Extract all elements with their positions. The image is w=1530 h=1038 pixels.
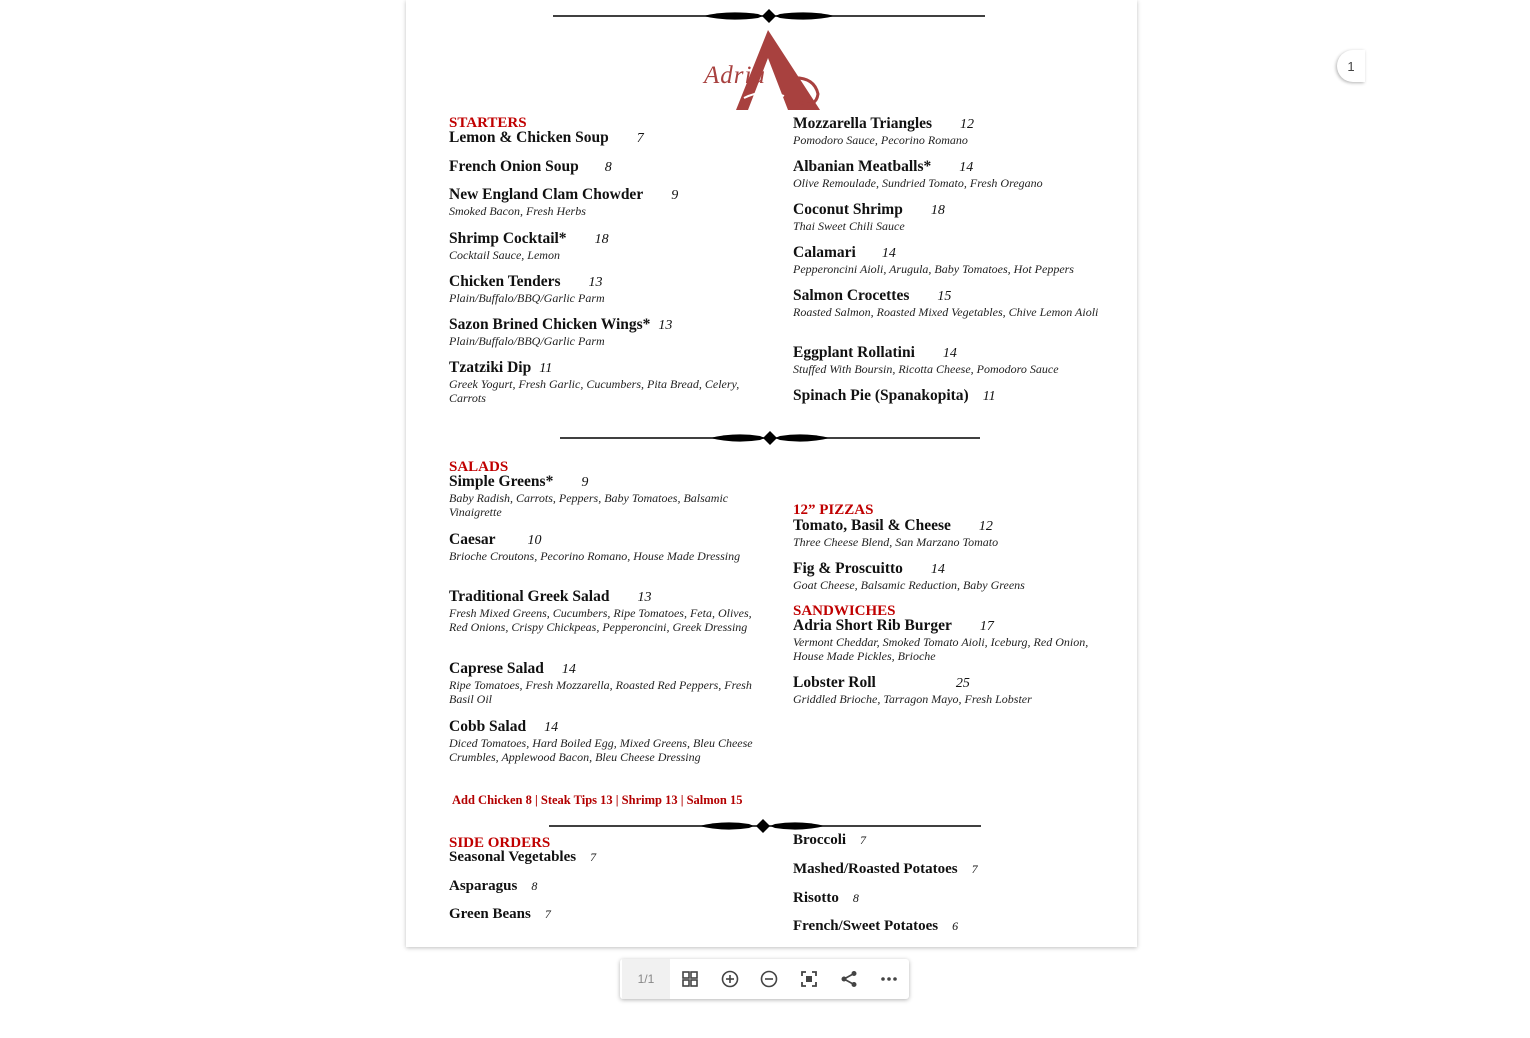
menu-item-name: Fig & Proscuitto (793, 560, 903, 577)
menu-item-price: 14 (881, 246, 896, 261)
side-order-item (449, 906, 551, 923)
menu-item (793, 617, 1103, 663)
menu-page (406, 0, 1137, 947)
menu-item-name: French Onion Soup (449, 158, 579, 175)
menu-item-price: 14 (942, 346, 957, 361)
page-number-badge (1337, 50, 1365, 82)
side-order-price: 7 (544, 907, 551, 921)
bottom-ornament-divider (549, 818, 981, 834)
side-order-item (793, 832, 866, 849)
menu-item-description: Plain/Buffalo/BBQ/Garlic Parm (449, 291, 605, 305)
menu-item-name: Spinach Pie (Spanakopita) (793, 387, 969, 404)
menu-item-name: Adria Short Rib Burger (793, 617, 952, 634)
menu-item-name: Coconut Shrimp (793, 201, 903, 218)
menu-item-price: 7 (636, 131, 644, 146)
menu-item-price: 12 (978, 519, 993, 534)
menu-item-description: Plain/Buffalo/BBQ/Garlic Parm (449, 334, 605, 348)
menu-item-name: New England Clam Chowder (449, 186, 644, 203)
fullscreen-icon[interactable] (789, 959, 829, 999)
menu-item (793, 344, 1103, 376)
side-order-item (793, 890, 859, 907)
menu-item (449, 186, 759, 218)
menu-item (449, 660, 759, 706)
side-order-name: Green Beans (449, 906, 531, 922)
menu-item-description: Pepperoncini Aioli, Arugula, Baby Tomatoes, Hot Peppers (793, 262, 1074, 276)
menu-item (449, 718, 759, 764)
top-ornament-divider (553, 8, 985, 24)
menu-item-price: 9 (581, 475, 589, 490)
menu-item-price: 9 (671, 188, 679, 203)
page-counter (622, 959, 670, 999)
logo-text: Adria (704, 62, 766, 89)
menu-item-price: 8 (604, 160, 612, 175)
menu-item (449, 273, 759, 305)
side-order-price: 6 (952, 919, 959, 933)
side-order-price: 7 (860, 833, 867, 847)
sandwiches-heading: SANDWICHES (793, 603, 896, 619)
salads-heading: SALADS (449, 459, 509, 475)
menu-item-name: Albanian Meatballs* (793, 158, 932, 175)
menu-item-price: 12 (960, 117, 975, 132)
menu-item-description: Stuffed With Boursin, Ricotta Cheese, Pomodoro Sauce (793, 362, 1059, 376)
menu-item-name: Simple Greens* (449, 473, 554, 490)
menu-item-price: 11 (539, 361, 553, 376)
menu-item-price: 18 (594, 232, 609, 247)
menu-item-description: Diced Tomatoes, Hard Boiled Egg, Mixed Greens, Bleu Cheese Crumbles, Applewood Bacon, Bleu Cheese Dressing (449, 736, 753, 764)
side-order-name: Mashed/Roasted Potatoes (793, 861, 958, 877)
menu-item (793, 158, 1103, 190)
menu-item-name: Calamari (793, 244, 856, 261)
menu-item (449, 473, 759, 519)
menu-item (793, 287, 1103, 319)
menu-item (793, 115, 1103, 147)
menu-item-description: Vermont Cheddar, Smoked Tomato Aioli, Iceburg, Red Onion, House Made Pickles, Brioche (793, 635, 1089, 663)
menu-item (449, 588, 759, 634)
middle-ornament-divider (560, 430, 980, 446)
menu-item-name: Tzatziki Dip (449, 359, 532, 376)
more-icon[interactable] (869, 959, 909, 999)
menu-item (793, 244, 1103, 276)
side-order-name: French/Sweet Potatoes (793, 918, 939, 934)
menu-item-description: Greek Yogurt, Fresh Garlic, Cucumbers, Pita Bread, Celery, Carrots (449, 377, 740, 405)
menu-item-description: Three Cheese Blend, San Marzano Tomato (793, 535, 999, 549)
menu-item-description: Fresh Mixed Greens, Cucumbers, Ripe Tomatoes, Feta, Olives, Red Onions, Crispy Chickpeas, Pepperoncini, Greek Dressing (449, 606, 752, 634)
menu-item (793, 674, 1103, 706)
menu-item (449, 316, 759, 348)
menu-item-price: 13 (637, 590, 652, 605)
menu-item-name: Lobster Roll (793, 674, 876, 691)
menu-item-price: 11 (982, 389, 996, 404)
menu-item-price: 10 (527, 533, 542, 548)
side-order-name: Seasonal Vegetables (449, 849, 577, 865)
sides-heading: SIDE ORDERS (449, 835, 551, 851)
side-order-item (449, 878, 537, 895)
side-order-price: 8 (852, 891, 859, 905)
salad-addons: Add Chicken 8 | Steak Tips 13 | Shrimp 13 | Salmon 15 (452, 793, 743, 807)
menu-item-name: Salmon Crocettes (793, 287, 910, 304)
menu-item-price: 17 (979, 619, 994, 634)
menu-item-price: 14 (959, 160, 974, 175)
menu-item-price: 13 (588, 275, 603, 290)
page-counter-text: 1/1 (637, 972, 655, 986)
menu-item-name: Shrimp Cocktail* (449, 230, 567, 247)
grid-view-icon[interactable] (670, 959, 710, 999)
menu-item (793, 517, 1103, 549)
side-order-price: 7 (971, 862, 978, 876)
menu-item-description: Smoked Bacon, Fresh Herbs (449, 204, 586, 218)
menu-item-description: Baby Radish, Carrots, Peppers, Baby Tomatoes, Balsamic Vinaigrette (449, 491, 729, 519)
side-order-name: Broccoli (793, 832, 847, 848)
menu-item-name: Caesar (449, 531, 496, 548)
side-order-item (793, 861, 978, 878)
menu-item-price: 13 (658, 318, 673, 333)
menu-item-price: 15 (937, 289, 952, 304)
menu-item-description: Ripe Tomatoes, Fresh Mozzarella, Roasted Red Peppers, Fresh Basil Oil (449, 678, 752, 706)
viewer-toolbar (620, 959, 909, 999)
menu-item-price: 14 (544, 720, 559, 735)
menu-item-name: Mozzarella Triangles (793, 115, 933, 132)
menu-item (793, 387, 1103, 405)
menu-item-price: 14 (930, 562, 945, 577)
menu-item (449, 531, 759, 563)
menu-item-name: Tomato, Basil & Cheese (793, 517, 951, 534)
menu-item-price: 14 (561, 662, 576, 677)
menu-item (449, 359, 759, 405)
pizzas-heading: 12” PIZZAS (793, 502, 874, 518)
menu-item (449, 158, 759, 176)
zoom-in-icon[interactable] (710, 959, 750, 999)
zoom-out-icon[interactable] (750, 959, 790, 999)
menu-item-description: Pomodoro Sauce, Pecorino Romano (793, 133, 968, 147)
starters-heading: STARTERS (449, 115, 527, 131)
menu-item-price: 25 (955, 676, 970, 691)
menu-item-name: Traditional Greek Salad (449, 588, 610, 605)
menu-item-name: Sazon Brined Chicken Wings* (449, 316, 651, 333)
side-order-item (449, 849, 596, 866)
adria-logo (704, 28, 824, 112)
side-order-price: 8 (531, 879, 538, 893)
menu-item-name: Caprese Salad (449, 660, 544, 677)
menu-item-name: Lemon & Chicken Soup (449, 129, 609, 146)
menu-item (449, 230, 759, 262)
menu-item-description: Cocktail Sauce, Lemon (449, 248, 560, 262)
menu-item-price: 18 (930, 203, 945, 218)
side-order-name: Risotto (793, 890, 839, 906)
side-order-item (793, 918, 958, 935)
menu-item-description: Goat Cheese, Balsamic Reduction, Baby Greens (793, 578, 1025, 592)
side-order-name: Asparagus (449, 878, 518, 894)
page-number-text: 1 (1347, 58, 1355, 74)
menu-item (793, 560, 1103, 592)
menu-item-description: Thai Sweet Chili Sauce (793, 219, 905, 233)
menu-item-name: Eggplant Rollatini (793, 344, 915, 361)
menu-item-description: Olive Remoulade, Sundried Tomato, Fresh Oregano (793, 176, 1043, 190)
menu-item-description: Griddled Brioche, Tarragon Mayo, Fresh Lobster (793, 692, 1032, 706)
share-icon[interactable] (829, 959, 869, 999)
side-order-price: 7 (590, 850, 597, 864)
menu-item-description: Brioche Croutons, Pecorino Romano, House Made Dressing (449, 549, 741, 563)
menu-item-description: Roasted Salmon, Roasted Mixed Vegetables, Chive Lemon Aioli (793, 305, 1099, 319)
menu-item-name: Chicken Tenders (449, 273, 561, 290)
menu-item (449, 129, 759, 147)
menu-item-name: Cobb Salad (449, 718, 527, 735)
menu-item (793, 201, 1103, 233)
